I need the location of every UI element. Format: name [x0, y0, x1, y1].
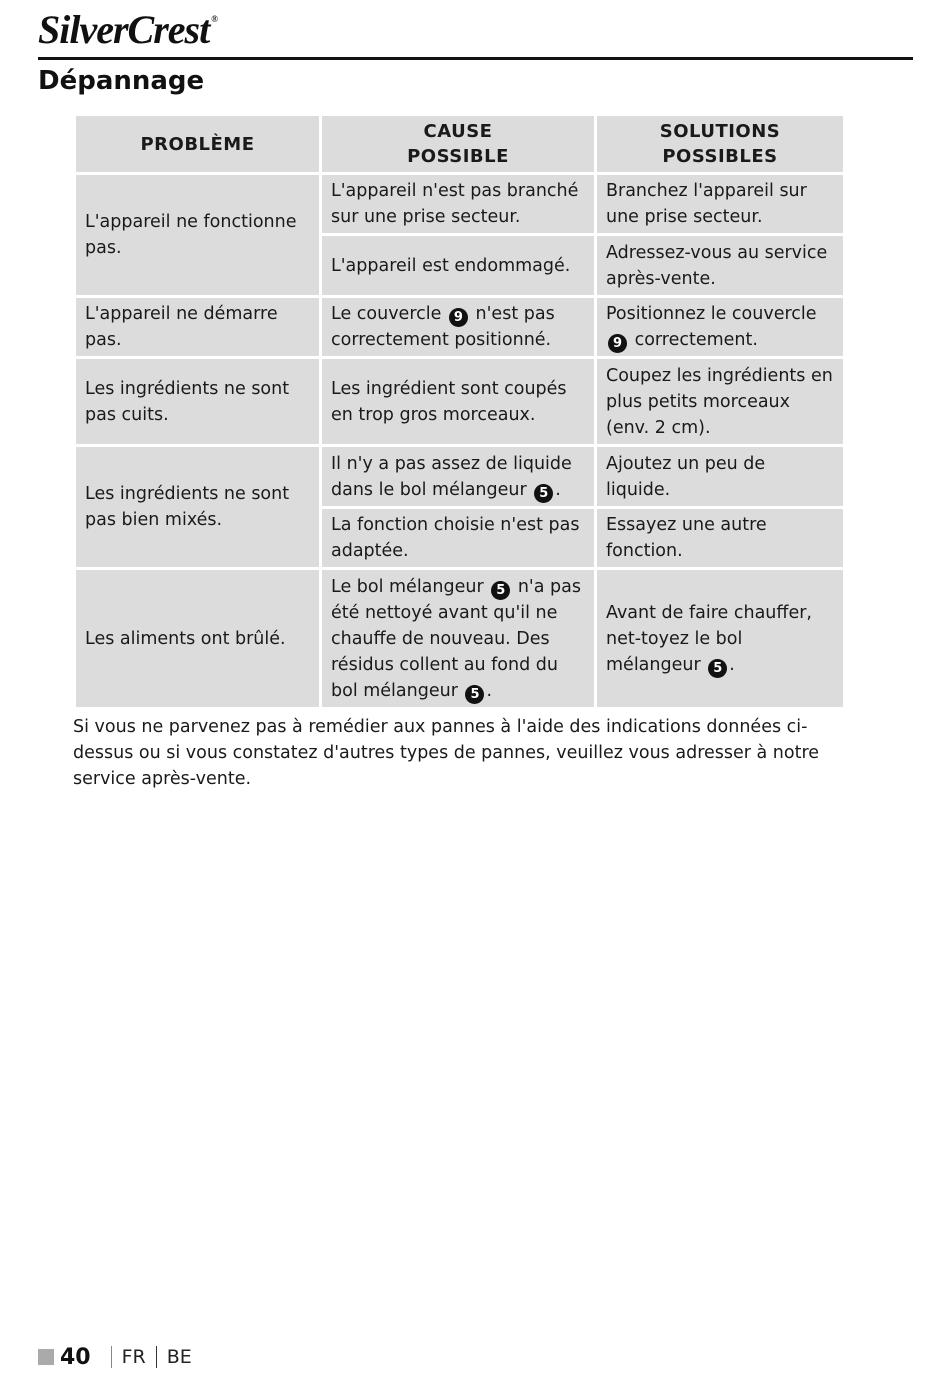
language-code-be: BE	[166, 1346, 192, 1368]
problem-cell: Les aliments ont brûlé.	[75, 569, 321, 709]
part-number-badge: 9	[608, 334, 627, 353]
header-cause-line1: CAUSE	[423, 121, 493, 142]
cause-cell: L'appareil n'est pas branché sur une prise secteur.	[321, 174, 596, 235]
header-solution-line2: POSSIBLES	[662, 146, 778, 167]
part-number-badge: 5	[534, 484, 553, 503]
cause-cell	[321, 446, 596, 508]
solution-cell: Adressez-vous au service après-vente.	[596, 235, 845, 297]
header-solution	[596, 115, 845, 174]
solution-cell: Essayez une autre fonction.	[596, 508, 845, 569]
solution-text: Positionnez le couvercle	[606, 304, 817, 324]
cause-text: Le bol mélangeur	[331, 576, 484, 597]
part-number-badge: 5	[491, 581, 510, 600]
solution-cell: Branchez l'appareil sur une prise secteur.	[596, 174, 845, 235]
cause-cell: Les ingrédient sont coupés en trop gros morceaux.	[321, 358, 596, 446]
cause-text: Il n'y a pas assez de liquide dans le bol mélangeur	[331, 453, 572, 500]
problem-cell: Les ingrédients ne sont pas bien mixés.	[75, 446, 321, 569]
part-number-badge: 5	[465, 685, 484, 704]
problem-cell: L'appareil ne démarre pas.	[75, 297, 321, 358]
cause-cell	[321, 297, 596, 358]
troubleshooting-table	[73, 113, 846, 710]
problem-cell: Les ingrédients ne sont pas cuits.	[75, 358, 321, 446]
solution-text: .	[729, 654, 735, 675]
solution-cell	[596, 297, 845, 358]
registered-mark: ®	[211, 14, 217, 24]
cause-cell	[321, 569, 596, 709]
solution-cell	[596, 569, 845, 709]
header-cause-line2: POSSIBLE	[407, 146, 509, 167]
header-solution-line1: SOLUTIONS	[659, 121, 781, 142]
brand-name: SilverCrest	[38, 7, 210, 52]
header-cause	[321, 115, 596, 174]
header-problem: PROBLÈME	[75, 115, 321, 174]
page-number: 40	[60, 1344, 91, 1370]
table-header-row	[75, 115, 845, 174]
footer-square-marker	[38, 1349, 54, 1365]
language-code-fr: FR	[121, 1346, 146, 1368]
cause-text: Le couvercle	[331, 304, 442, 324]
part-number-badge: 5	[708, 659, 727, 678]
problem-cell: L'appareil ne fonctionne pas.	[75, 174, 321, 297]
cause-text: n'est pas correctement positionné.	[331, 304, 555, 350]
solution-text: correctement.	[634, 330, 758, 350]
cause-text: .	[486, 680, 493, 701]
table-row	[75, 569, 845, 709]
header-rule	[38, 57, 913, 60]
part-number-badge: 9	[449, 308, 468, 327]
solution-text: Avant de faire chauffer, net-toyez le bol mélangeur	[606, 602, 812, 675]
table-row	[75, 358, 845, 446]
page-footer	[38, 1340, 192, 1374]
cause-cell: La fonction choisie n'est pas adaptée.	[321, 508, 596, 569]
cause-text: .	[555, 479, 561, 500]
footer-divider	[111, 1346, 112, 1368]
footer-divider	[156, 1346, 157, 1368]
table-row	[75, 446, 845, 508]
solution-cell: Coupez les ingrédients en plus petits morceaux (env. 2 cm).	[596, 358, 845, 446]
section-title: Dépannage	[38, 66, 205, 96]
cause-cell: L'appareil est endommagé.	[321, 235, 596, 297]
brand-logo	[38, 6, 217, 50]
cause-text: n'a pas été nettoyé avant qu'il ne chauffe de nouveau. Des résidus collent au fond du bol mélangeur	[331, 576, 581, 701]
table-row	[75, 174, 845, 235]
solution-cell: Ajoutez un peu de liquide.	[596, 446, 845, 508]
table-row	[75, 297, 845, 358]
footnote-paragraph: Si vous ne parvenez pas à remédier aux pannes à l'aide des indications données ci-dessus ou si vous constatez d'autres types de pannes, veuillez vous adresser à notre service après-vente.	[73, 717, 820, 789]
